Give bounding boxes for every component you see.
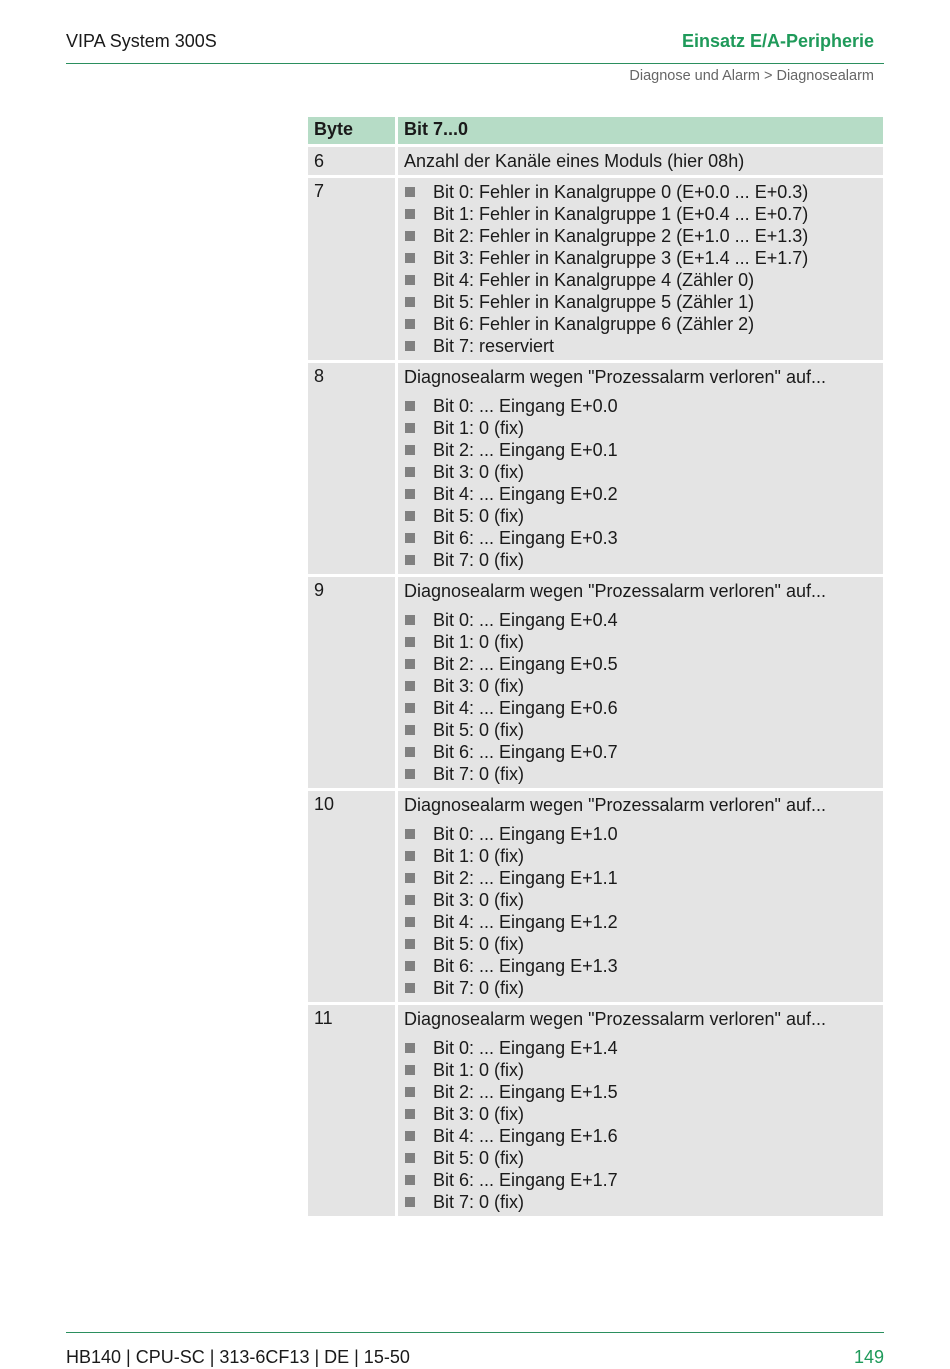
bit-list-item: Bit 1: 0 (fix) [404, 417, 877, 439]
table-row [308, 1005, 883, 1216]
bit-list [404, 1037, 877, 1213]
footer-divider [66, 1332, 884, 1333]
byte-table [308, 117, 883, 1219]
bit-list-item: Bit 4: Fehler in Kanalgruppe 4 (Zähler 0) [404, 269, 877, 291]
bit-list-item: Bit 3: 0 (fix) [404, 675, 877, 697]
bit-list-item: Bit 7: 0 (fix) [404, 977, 877, 999]
table-row [308, 363, 883, 574]
bit-list-item: Bit 0: Fehler in Kanalgruppe 0 (E+0.0 ... E+0.3) [404, 181, 877, 203]
bit-list-item: Bit 3: Fehler in Kanalgruppe 3 (E+1.4 ... E+1.7) [404, 247, 877, 269]
bit-list-item: Bit 2: ... Eingang E+0.1 [404, 439, 877, 461]
page-number: 149 [853, 1347, 884, 1367]
byte-cell: 6 [308, 147, 395, 175]
bit-list-item: Bit 2: ... Eingang E+1.5 [404, 1081, 877, 1103]
table-row [308, 577, 883, 788]
bit-list-item: Bit 1: 0 (fix) [404, 631, 877, 653]
bit-list-item: Bit 4: ... Eingang E+0.6 [404, 697, 877, 719]
bit-list-item: Bit 7: 0 (fix) [404, 549, 877, 571]
header-divider [66, 63, 884, 64]
row-intro: Diagnosealarm wegen "Prozessalarm verloren" auf... [404, 1009, 826, 1029]
breadcrumb: Diagnose und Alarm > Diagnosealarm [629, 68, 874, 84]
bit-list-item: Bit 6: ... Eingang E+0.7 [404, 741, 877, 763]
byte-cell: 11 [308, 1005, 395, 1216]
row-intro: Diagnosealarm wegen "Prozessalarm verloren" auf... [404, 795, 826, 815]
byte-cell: 10 [308, 791, 395, 1002]
bit-list-item: Bit 7: reserviert [404, 335, 877, 357]
description-cell [398, 1005, 883, 1216]
chapter-title: Einsatz E/A-Peripherie [681, 31, 874, 51]
column-header-bits: Bit 7...0 [398, 117, 883, 144]
table-header-row [308, 117, 883, 144]
bit-list-item: Bit 0: ... Eingang E+0.0 [404, 395, 877, 417]
document-title: VIPA System 300S [66, 31, 217, 51]
table-row [308, 791, 883, 1002]
bit-list [404, 823, 877, 999]
byte-cell: 8 [308, 363, 395, 574]
bit-list-item: Bit 2: Fehler in Kanalgruppe 2 (E+1.0 ... E+1.3) [404, 225, 877, 247]
byte-cell: 9 [308, 577, 395, 788]
bit-list [404, 395, 877, 571]
bit-list-item: Bit 4: ... Eingang E+1.2 [404, 911, 877, 933]
bit-list-item: Bit 2: ... Eingang E+1.1 [404, 867, 877, 889]
bit-list-item: Bit 3: 0 (fix) [404, 889, 877, 911]
bit-list-item: Bit 6: ... Eingang E+1.7 [404, 1169, 877, 1191]
description-cell [398, 577, 883, 788]
column-header-byte: Byte [308, 117, 395, 144]
bit-list [404, 609, 877, 785]
bit-list-item: Bit 1: 0 (fix) [404, 1059, 877, 1081]
description-cell [398, 178, 883, 360]
bit-list-item: Bit 5: Fehler in Kanalgruppe 5 (Zähler 1) [404, 291, 877, 313]
bit-list-item: Bit 2: ... Eingang E+0.5 [404, 653, 877, 675]
bit-list-item: Bit 1: Fehler in Kanalgruppe 1 (E+0.4 ... E+0.7) [404, 203, 877, 225]
bit-list-item: Bit 6: Fehler in Kanalgruppe 6 (Zähler 2) [404, 313, 877, 335]
description-cell [398, 791, 883, 1002]
bit-list-item: Bit 0: ... Eingang E+1.0 [404, 823, 877, 845]
bit-list-item: Bit 7: 0 (fix) [404, 763, 877, 785]
table-row [308, 178, 883, 360]
bit-list-item: Bit 4: ... Eingang E+0.2 [404, 483, 877, 505]
bit-list-item: Bit 3: 0 (fix) [404, 461, 877, 483]
bit-list-item: Bit 6: ... Eingang E+0.3 [404, 527, 877, 549]
row-intro: Diagnosealarm wegen "Prozessalarm verloren" auf... [404, 367, 826, 387]
bit-list-item: Bit 5: 0 (fix) [404, 505, 877, 527]
bit-list-item: Bit 3: 0 (fix) [404, 1103, 877, 1125]
row-intro: Diagnosealarm wegen "Prozessalarm verloren" auf... [404, 581, 826, 601]
bit-list-item: Bit 6: ... Eingang E+1.3 [404, 955, 877, 977]
bit-list [404, 181, 877, 357]
bit-list-item: Bit 0: ... Eingang E+1.4 [404, 1037, 877, 1059]
bit-list-item: Bit 5: 0 (fix) [404, 933, 877, 955]
bit-list-item: Bit 5: 0 (fix) [404, 1147, 877, 1169]
description-cell: Anzahl der Kanäle eines Moduls (hier 08h) [398, 147, 883, 175]
bit-list-item: Bit 5: 0 (fix) [404, 719, 877, 741]
bit-list-item: Bit 0: ... Eingang E+0.4 [404, 609, 877, 631]
footer-product-info: HB140 | CPU-SC | 313-6CF13 | DE | 15-50 [66, 1347, 410, 1367]
byte-cell: 7 [308, 178, 395, 360]
bit-list-item: Bit 1: 0 (fix) [404, 845, 877, 867]
table-row [308, 147, 883, 175]
description-cell [398, 363, 883, 574]
bit-list-item: Bit 4: ... Eingang E+1.6 [404, 1125, 877, 1147]
bit-list-item: Bit 7: 0 (fix) [404, 1191, 877, 1213]
